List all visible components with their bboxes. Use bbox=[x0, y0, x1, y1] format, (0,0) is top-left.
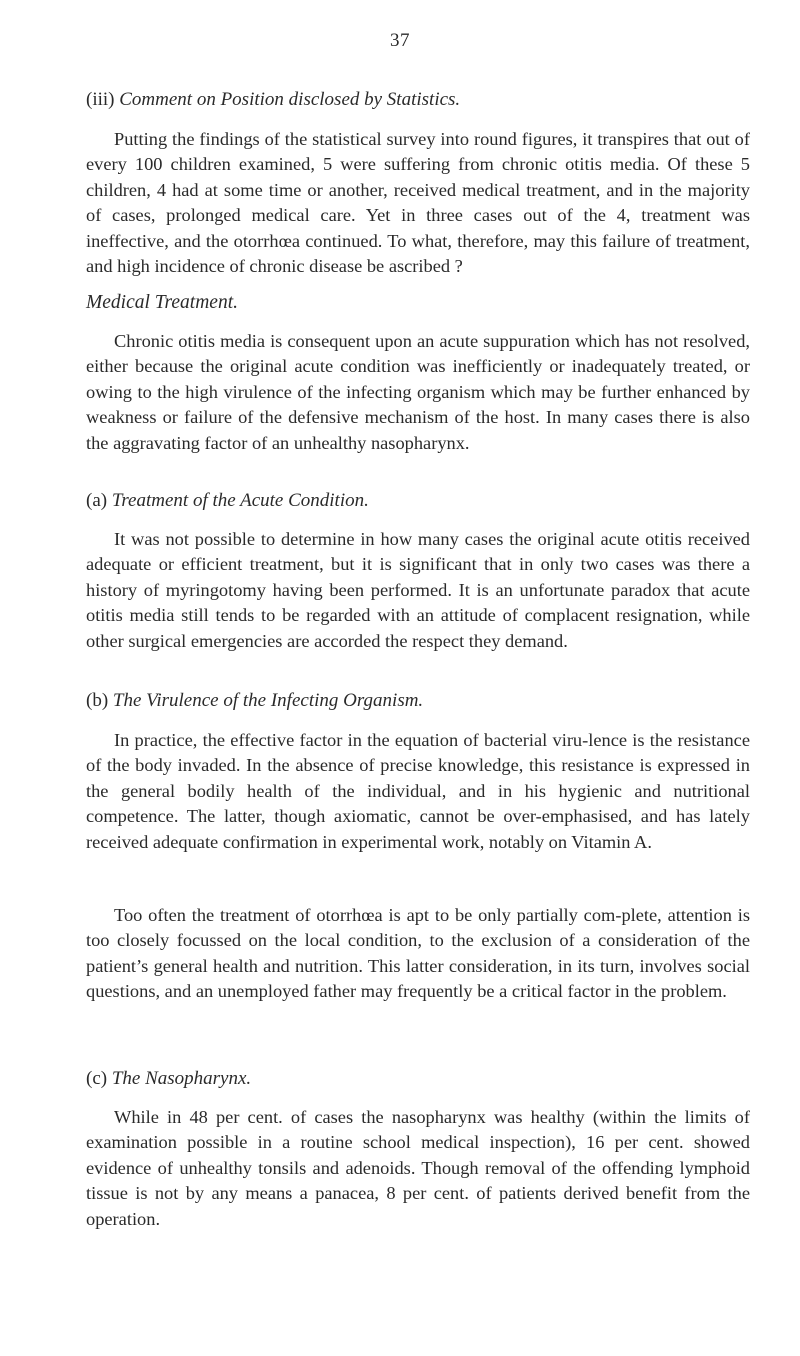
section-iii-heading bbox=[86, 87, 750, 113]
section-b-paragraph-2 bbox=[86, 903, 750, 1005]
section-c-heading bbox=[86, 1066, 750, 1092]
section-iii-label: (iii) bbox=[86, 89, 115, 110]
medical-treatment-paragraph bbox=[86, 329, 750, 456]
section-c-title: The Nasopharynx. bbox=[111, 1068, 252, 1089]
section-a-label: (a) bbox=[86, 490, 108, 511]
section-b-label: (b) bbox=[86, 690, 109, 711]
medical-treatment-heading: Medical Treatment. bbox=[86, 292, 239, 313]
section-iii-paragraph bbox=[86, 127, 750, 279]
section-b-heading bbox=[86, 688, 750, 714]
section-b-paragraph-1 bbox=[86, 728, 750, 855]
section-a-paragraph bbox=[86, 527, 750, 654]
section-a-heading bbox=[86, 488, 750, 514]
medical-treatment-paragraph-text: Chronic otitis media is consequent upon an acute suppuration which has not resolved, either because the original acute condition was inefficiently or inadequately treated, or owing to the high virulence of the infecting organism which may be further enhanced by weakness or failure of the defensive mechanism of the host. In many cases there is also the aggravating factor of an unhealthy nasopharynx. bbox=[86, 331, 750, 453]
section-c-label: (c) bbox=[86, 1068, 108, 1089]
section-iii-paragraph-text: Putting the findings of the statistical survey into round figures, it transpires that out of every 100 children examined, 5 were suffering from chronic otitis media. Of these 5 children, 4 had at some time or another, received medical treatment, and in the majority of cases, prolonged medical care. Yet in three cases out of the 4, treatment was ineffective, and the otorrhœa continued. To what, therefore, may this failure of treatment, and high incidence of chronic disease be ascribed ? bbox=[86, 129, 750, 277]
section-a-title: Treatment of the Acute Condition. bbox=[111, 490, 369, 511]
section-b-title: The Virulence of the Infecting Organism. bbox=[112, 690, 424, 711]
section-a-paragraph-text: It was not possible to determine in how many cases the original acute otitis received adequate or efficient treatment, but it is significant that in only two cases was there a history of myringotomy having been performed. It is an unfortunate paradox that acute otitis media still tends to be regarded with an attitude of complacent resignation, while other surgical emergencies are accorded the respect they demand. bbox=[86, 529, 750, 651]
section-c-paragraph-text: While in 48 per cent. of cases the nasopharynx was healthy (within the limits of examination possible in a routine school medical inspection), 16 per cent. showed evidence of unhealthy tonsils and adenoids. Though removal of the offending lymphoid tissue is not by any means a panacea, 8 per cent. of patients derived benefit from the operation. bbox=[86, 1107, 750, 1229]
section-iii-title: Comment on Position disclosed by Statistics. bbox=[119, 89, 461, 110]
section-c-paragraph bbox=[86, 1105, 750, 1232]
section-b-paragraph-1-text: In practice, the effective factor in the equation of bacterial viru-lence is the resistance of the body invaded. In the absence of precise knowledge, this resistance is expressed in the general bodily health of the individual, and in his hygienic and nutritional competence. The latter, though axiomatic, cannot be over-emphasised, and has lately received adequate confirmation in experimental work, notably on Vitamin A. bbox=[86, 730, 750, 852]
section-b-paragraph-2-text: Too often the treatment of otorrhœa is apt to be only partially com-plete, attention is too closely focussed on the local condition, to the exclusion of a consideration of the patient’s general health and nutrition. This latter consideration, in its turn, involves social questions, and an unemployed father may frequently be a critical factor in the problem. bbox=[86, 905, 750, 1002]
page-number: 37 bbox=[390, 30, 410, 51]
